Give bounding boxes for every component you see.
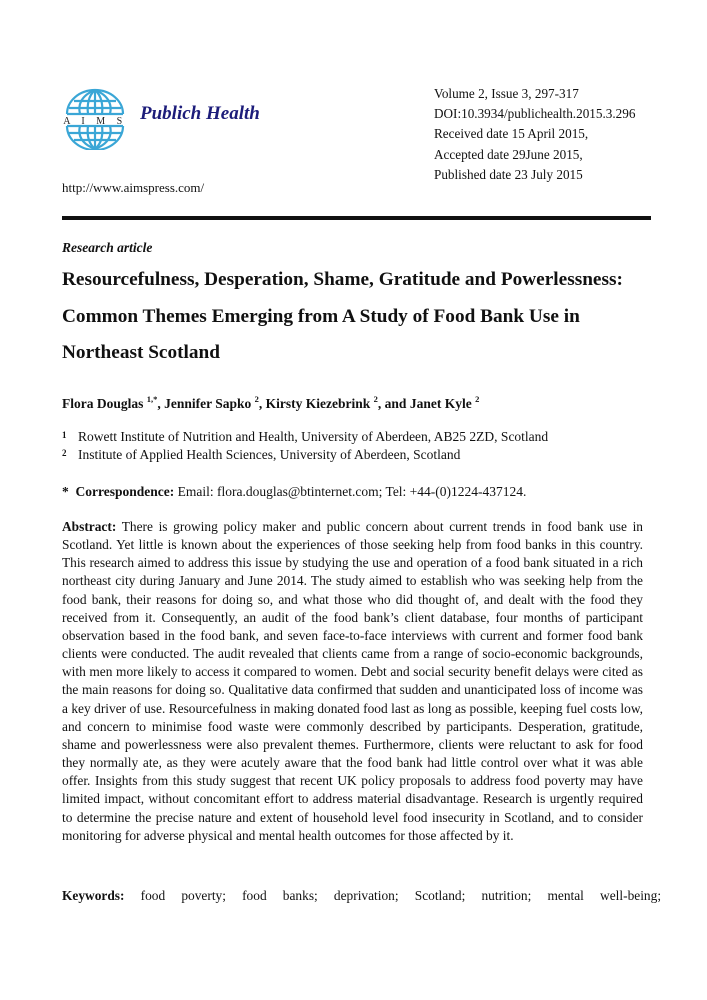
author-list: [62, 396, 479, 412]
published-date: Published date 23 July 2015: [434, 166, 583, 182]
correspondence: [62, 484, 526, 500]
affiliation-number: 1: [62, 430, 67, 440]
journal-url-link[interactable]: http://www.aimspress.com/: [62, 180, 205, 195]
abstract-label: Abstract:: [62, 519, 117, 534]
author-separator: , and: [377, 396, 410, 411]
keywords-text: food poverty; food banks; deprivation; Scotland; nutrition; mental well-being;: [124, 888, 662, 903]
affiliation-item: [62, 446, 548, 464]
title-line: Northeast Scotland: [62, 342, 220, 364]
correspondence-text: Email: flora.douglas@btinternet.com; Tel: +44-(0)1224-437124.: [174, 484, 527, 499]
globe-icon: [62, 88, 128, 150]
abstract: [62, 518, 643, 845]
abstract-text: There is growing policy maker and public concern about current trends in food bank use in Scotland. Yet little is known about the experiences of those seeking help from food banks in this country. This research aimed to address this issue by studying the use and operation of a food bank situated in a rich northeast city during January and June 2014. The study aimed to establish who was seeking help from the food bank, their reasons for doing so, and what those who did thought of, and dealt with the food they received from it. Consequently, an audit of the food bank’s client database, four months of participant observation based in the food bank, and seven face-to-face interviews with current and former food bank clients were conducted. The audit revealed that clients came from a range of socio-economic backgrounds, with men more likely to access it compared to women. Debt and social security benefit delays were cited as the main reasons for doing so. Qualitative data confirmed that sudden and unanticipated loss of income was a key driver of use. Resourcefulness in making donated food last as long as possible, keeping fuel costs low, and concern to minimise food waste were commonly described by participants. Desperation, gratitude, shame and powerlessness were also prevalent themes. Furthermore, clients were reluctant to ask for food they normally ate, as they were acutely aware that the food bank had little control over what it was able offer. Insights from this study suggest that recent UK policy proposals to address food poverty may have limited impact, without concomitant effort to address material disadvantage. Research is urgently required to determine the precise nature and extent of household level food insecurity in Scotland, and to consider monitoring for adverse physical and mental health outcomes for those affected by it.: [62, 519, 643, 843]
volume-issue: Volume 2, Issue 3, 297-317: [434, 86, 579, 101]
header-divider: [62, 216, 651, 220]
author-name: Janet Kyle: [409, 396, 472, 411]
correspondence-label: Correspondence:: [75, 484, 175, 499]
aims-logo: [62, 88, 128, 150]
title-line: Common Themes Emerging from A Study of Food Bank Use in: [62, 305, 580, 327]
article-title: [62, 262, 662, 372]
affiliations: [62, 428, 548, 464]
author-affil-marker: 2: [475, 394, 480, 404]
author-affil-marker: 2: [254, 394, 259, 404]
svg-text:A I M S: A I M S: [63, 116, 127, 127]
correspondence-star: *: [62, 484, 69, 499]
keywords: [62, 888, 662, 904]
keywords-label: Keywords:: [62, 888, 125, 903]
journal-name: Publich Health: [140, 103, 260, 124]
affiliation-text: Rowett Institute of Nutrition and Health, University of Aberdeen, AB25 2ZD, Scotland: [78, 429, 549, 444]
affiliation-number: 2: [62, 448, 67, 458]
author-affil-marker: 2: [373, 394, 378, 404]
affiliation-item: [62, 428, 548, 446]
author-name: Jennifer Sapko: [164, 396, 252, 411]
author-separator: ,: [157, 396, 165, 411]
publication-metadata: [434, 84, 635, 185]
doi: DOI:10.3934/publichealth.2015.3.296: [434, 106, 636, 122]
author-name: Flora Douglas: [62, 396, 144, 411]
author-affil-marker: 1,*: [146, 394, 158, 404]
author-separator: ,: [258, 396, 266, 411]
accepted-date: Accepted date 29June 2015,: [434, 146, 583, 162]
title-line: Resourcefulness, Desperation, Shame, Gratitude and Powerlessness:: [62, 269, 623, 290]
affiliation-text: Institute of Applied Health Sciences, University of Aberdeen, Scotland: [78, 447, 461, 462]
author-name: Kirsty Kiezebrink: [265, 396, 371, 411]
article-type: Research article: [62, 240, 153, 255]
received-date: Received date 15 April 2015,: [434, 126, 589, 142]
